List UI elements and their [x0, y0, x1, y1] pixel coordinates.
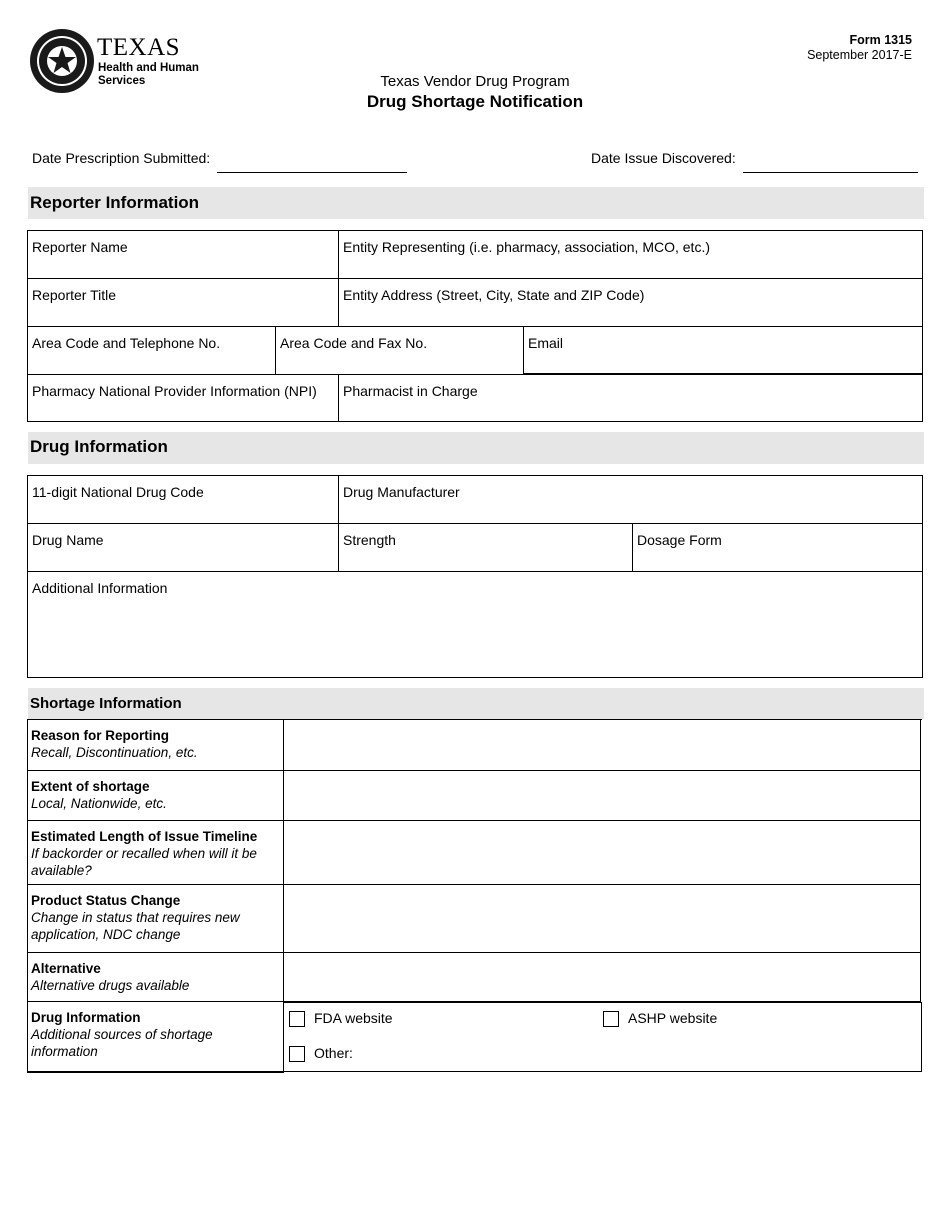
- timeline-label: Estimated Length of Issue Timeline: [31, 829, 258, 844]
- logo-line-3: Services: [98, 75, 146, 87]
- reporter-title-field[interactable]: [28, 279, 339, 327]
- manufacturer-label: Drug Manufacturer: [343, 484, 460, 500]
- reporter-section-header: [28, 187, 924, 219]
- alternative-label: Alternative: [31, 961, 101, 976]
- drug-section-header: [28, 432, 924, 464]
- strength-field[interactable]: [339, 524, 633, 572]
- logo-texas: TEXAS: [97, 34, 181, 61]
- logo-line-2: Health and Human: [98, 62, 199, 74]
- title-block: [0, 73, 950, 112]
- timeline-field[interactable]: [284, 821, 921, 885]
- form-number-block: [807, 33, 912, 63]
- reporter-title-label: Reporter Title: [32, 287, 117, 303]
- alternative-hint: Alternative drugs available: [31, 978, 190, 993]
- reporter-grid: [27, 230, 923, 422]
- drug-heading: Drug Information: [30, 437, 168, 456]
- drug-info-label: Drug Information: [31, 1010, 141, 1025]
- form-date: September 2017-E: [807, 48, 912, 62]
- date-prescription-label: Date Prescription Submitted:: [32, 150, 211, 166]
- entity-address-field[interactable]: [339, 279, 922, 327]
- status-field[interactable]: [284, 885, 921, 953]
- extent-field[interactable]: [284, 771, 921, 821]
- extent-label: Extent of shortage: [31, 779, 150, 794]
- npi-label: Pharmacy National Provider Information (NPI): [32, 383, 317, 399]
- shortage-row-alternative: [28, 953, 284, 1002]
- strength-label: Strength: [343, 532, 396, 548]
- shortage-heading: Shortage Information: [30, 695, 182, 712]
- page-title: Drug Shortage Notification: [366, 92, 584, 111]
- fda-website-checkbox[interactable]: [289, 1011, 305, 1027]
- drug-info-hint: Additional sources of shortage information: [31, 1027, 213, 1059]
- fax-field[interactable]: [276, 327, 524, 375]
- telephone-field[interactable]: [28, 327, 276, 375]
- fax-label: Area Code and Fax No.: [280, 335, 428, 351]
- drug-name-field[interactable]: [28, 524, 339, 572]
- reason-hint: Recall, Discontinuation, etc.: [31, 745, 198, 760]
- date-prescription-field[interactable]: [217, 171, 407, 173]
- npi-field[interactable]: [28, 375, 339, 421]
- shortage-row-timeline: [28, 821, 284, 885]
- fda-website-label: FDA website: [314, 1010, 393, 1026]
- entity-representing-field[interactable]: [339, 231, 922, 279]
- dosage-form-field[interactable]: [633, 524, 922, 572]
- status-label: Product Status Change: [31, 893, 181, 908]
- reason-field[interactable]: [284, 720, 921, 771]
- email-field[interactable]: [524, 327, 922, 375]
- other-checkbox[interactable]: [289, 1046, 305, 1062]
- timeline-hint: If backorder or recalled when will it be available?: [31, 846, 257, 878]
- alternative-field[interactable]: [284, 953, 921, 1002]
- reporter-name-field[interactable]: [28, 231, 339, 279]
- drug-grid: [27, 475, 923, 678]
- reporter-heading: Reporter Information: [30, 193, 200, 212]
- entity-representing-label: Entity Representing (i.e. pharmacy, association, MCO, etc.): [343, 239, 710, 255]
- ashp-website-label: ASHP website: [628, 1010, 718, 1026]
- pharmacist-label: Pharmacist in Charge: [343, 383, 478, 399]
- date-issue-field[interactable]: [743, 171, 918, 173]
- additional-info-label: Additional Information: [32, 580, 168, 596]
- ashp-website-checkbox[interactable]: [603, 1011, 619, 1027]
- pharmacist-field[interactable]: [339, 375, 922, 421]
- additional-info-field[interactable]: [28, 572, 922, 677]
- telephone-label: Area Code and Telephone No.: [32, 335, 221, 351]
- shortage-section-header: [28, 688, 924, 719]
- date-issue-label: Date Issue Discovered:: [591, 150, 736, 166]
- dosage-form-label: Dosage Form: [637, 532, 722, 548]
- ndc-field[interactable]: [28, 476, 339, 524]
- shortage-row-status: [28, 885, 284, 953]
- entity-address-label: Entity Address (Street, City, State and ZIP Code): [343, 287, 645, 303]
- email-label: Email: [528, 335, 564, 351]
- extent-hint: Local, Nationwide, etc.: [31, 796, 167, 811]
- manufacturer-field[interactable]: [339, 476, 922, 524]
- status-hint: Change in status that requires new application, NDC change: [31, 910, 240, 942]
- reporter-name-label: Reporter Name: [32, 239, 128, 255]
- program-name: Texas Vendor Drug Program: [380, 73, 570, 90]
- form-number: Form 1315: [849, 33, 912, 47]
- other-label: Other:: [314, 1045, 353, 1061]
- shortage-row-extent: [28, 771, 284, 821]
- ndc-label: 11-digit National Drug Code: [32, 484, 204, 500]
- shortage-table: [27, 719, 922, 1073]
- drug-name-label: Drug Name: [32, 532, 104, 548]
- shortage-row-reason: [28, 720, 284, 771]
- shortage-row-drug-info: [28, 1002, 284, 1073]
- reason-label: Reason for Reporting: [31, 728, 170, 743]
